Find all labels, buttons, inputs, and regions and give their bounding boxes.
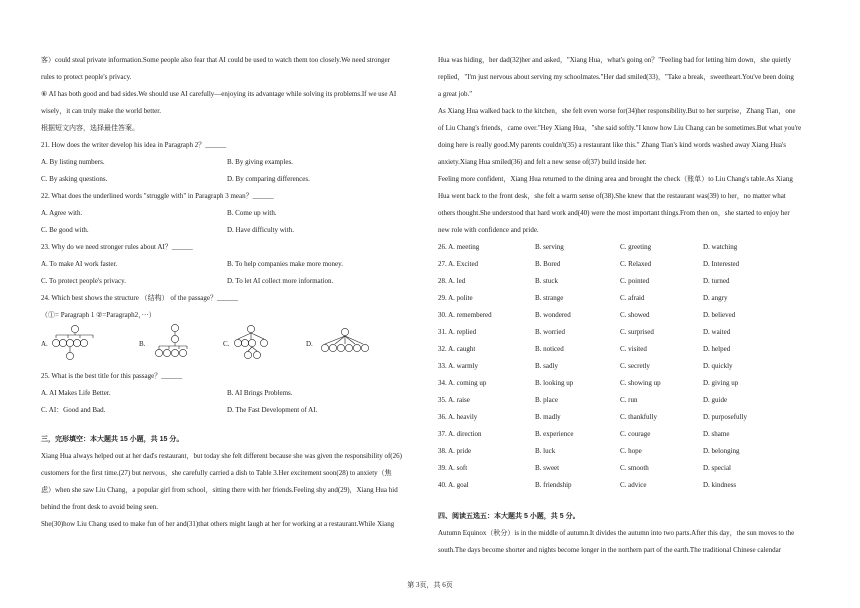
question-24-note: （①= Paragraph 1 ②=Paragraph2，···） — [41, 311, 156, 319]
option-cell: B. stuck — [535, 277, 558, 285]
options-row — [41, 256, 426, 273]
option-cell: D. angry — [703, 294, 728, 302]
option-cell: C. Relaxed — [620, 260, 652, 268]
option-c: C. By asking questions. — [41, 175, 108, 183]
option-cell: 34. A. coming up — [438, 379, 487, 387]
option-a-label: A. — [41, 340, 48, 348]
option-cell: B. luck — [535, 447, 556, 455]
question-25: 25. What is the best title for this passage？______ — [41, 372, 183, 380]
text-line: a great job." — [438, 90, 473, 98]
option-cell: B. experience — [535, 430, 574, 438]
option-cell: B. wondered — [535, 311, 571, 319]
option-cell: 26. A. meeting — [438, 243, 480, 251]
text-line: As Xiang Hua walked back to the kitchen，she felt even worse for(34)her responsibility.But to her surprise，Zhang Tian，one — [438, 107, 796, 115]
options-row — [41, 205, 426, 222]
question-23: 23. Why do we need stronger rules about AI？______ — [41, 243, 193, 251]
option-d: D. To let AI collect more information. — [227, 277, 334, 285]
structure-diagram-c — [230, 324, 280, 368]
option-c: C. Be good with. — [41, 226, 89, 234]
option-a: A. AI Makes Life Better. — [41, 389, 111, 397]
option-cell: D. Interested — [703, 260, 740, 268]
option-cell: C. courage — [620, 430, 651, 438]
options-row — [41, 154, 426, 171]
option-cell: 30. A. remembered — [438, 311, 492, 319]
option-cell: 39. A. soft — [438, 464, 468, 472]
option-cell: B. friendship — [535, 481, 572, 489]
option-c: C. AI：Good and Bad. — [41, 406, 106, 414]
text-line: Xiang Hua always helped out at her dad's restaurant，but today she felt different because she was given the responsibility of(26) — [41, 452, 402, 460]
options-row — [41, 402, 426, 419]
option-cell: 32. A. caught — [438, 345, 476, 353]
option-cell: C. smooth — [620, 464, 649, 472]
option-row-34 — [438, 375, 823, 392]
option-cell: B. sadly — [535, 362, 558, 370]
text-line: replied，"I'm just nervous about serving my schoolmates."Her dad smiled(33)，"Take a break，sweetheart.You've been doing — [438, 73, 794, 81]
option-cell: C. run — [620, 396, 638, 404]
option-b: B. By giving examples. — [227, 158, 293, 166]
option-cell: C. visited — [620, 345, 647, 353]
option-row-29 — [438, 290, 823, 307]
option-cell: B. place — [535, 396, 558, 404]
text-line: Hua was hiding，her dad(32)her and asked，"Xiang Hua，what's going on？"Feeling bad for letting him down，she quietly — [438, 56, 792, 64]
option-row-35 — [438, 392, 823, 409]
text-line: doing here is really good.My parents couldn't(35) a restaurant like this." Zhang Tian's kind words washed away Xiang Hua's — [438, 141, 787, 149]
option-cell: D. believed — [703, 311, 736, 319]
section-heading: 三，完形填空：本大题共 15 小题，共 15 分。 — [41, 436, 184, 443]
option-row-36 — [438, 409, 823, 426]
option-cell: B. strange — [535, 294, 564, 302]
option-cell: 37. A. direction — [438, 430, 482, 438]
option-row-26 — [438, 239, 823, 256]
option-b-label: B. — [139, 340, 146, 348]
option-cell: 35. A. raise — [438, 396, 470, 404]
text-line: anxiety.Xiang Hua smiled(36) and felt a new sense of(37) build inside her. — [438, 158, 647, 166]
text-line: others thought.She understood that hard work and(40) were the most important things.From then on，she started to enjoy her — [438, 209, 790, 217]
option-cell: B. serving — [535, 243, 564, 251]
option-cell: D. kindness — [703, 481, 737, 489]
option-a: A. By listing numbers. — [41, 158, 105, 166]
text-line: south.The days become shorter and nights become longer in the northern part of the earth.The traditional Chinese calendar — [438, 546, 782, 554]
option-cell: 33. A. warmly — [438, 362, 479, 370]
options-row — [41, 273, 426, 290]
option-row-28 — [438, 273, 823, 290]
option-d: D. Have difficulty with. — [227, 226, 294, 234]
option-cell: C. hope — [620, 447, 642, 455]
question-21: 21. How does the writer develop his idea in Paragraph 2？______ — [41, 141, 227, 149]
option-b: B. AI Brings Problems. — [227, 389, 293, 397]
option-row-32 — [438, 341, 823, 358]
structure-diagram-a — [50, 324, 100, 368]
options-row — [41, 222, 426, 239]
option-d-label: D. — [306, 340, 313, 348]
option-d: D. By comparing differences. — [227, 175, 310, 183]
option-row-38 — [438, 443, 823, 460]
option-b: B. Come up with. — [227, 209, 277, 217]
option-cell: 36. A. heavily — [438, 413, 478, 421]
option-cell: B. Bored — [535, 260, 561, 268]
option-cell: D. shame — [703, 430, 730, 438]
option-cell: 38. A. pride — [438, 447, 472, 455]
option-cell: C. surprised — [620, 328, 654, 336]
text-line: Feeling more confident，Xiang Hua returned to the dining area and brought the check（账单）to Liu Chang's table.As Xiang — [438, 175, 793, 183]
option-cell: C. advice — [620, 481, 647, 489]
option-cell: D. purposefully — [703, 413, 747, 421]
option-cell: D. giving up — [703, 379, 739, 387]
option-cell: C. showing up — [620, 379, 661, 387]
text-line: 客）could steal private information.Some people also fear that AI could be used to watch them too closely.We need stronger — [41, 56, 390, 64]
text-line: Autumn Equinox（秋分）is in the middle of autumn.It divides the autumn into two parts.After this day，the sun moves to the — [438, 529, 795, 537]
option-cell: 40. A. goal — [438, 481, 469, 489]
section-heading: 四、阅读五选五：本大题共 5 小题，共 5 分。 — [438, 513, 580, 520]
page-footer: 第 3页，共 6页 — [407, 581, 453, 589]
right-column — [438, 52, 823, 559]
options-row — [41, 385, 426, 402]
option-cell: C. thankfully — [620, 413, 657, 421]
option-cell: D. quickly — [703, 362, 733, 370]
options-row — [41, 171, 426, 188]
structure-diagram-d — [313, 324, 373, 368]
option-cell: C. afraid — [620, 294, 645, 302]
option-cell: B. madly — [535, 413, 561, 421]
option-a: A. To make AI work faster. — [41, 260, 118, 268]
instruction: 根据短文内容，选择最佳答案。 — [41, 124, 139, 132]
option-cell: D. waited — [703, 328, 731, 336]
option-cell: B. sweet — [535, 464, 560, 472]
structure-diagrams — [41, 324, 426, 368]
text-line: customers for the first time.(27) but nervous，she carefully carried a dish to Table 3.Her excitement soon(28) to anxiety（焦 — [41, 469, 392, 477]
option-cell: D. watching — [703, 243, 738, 251]
option-row-33 — [438, 358, 823, 375]
text-line: new role with confidence and pride. — [438, 226, 539, 234]
option-cell: 27. A. Excited — [438, 260, 479, 268]
option-cell: C. showed — [620, 311, 650, 319]
option-cell: D. helped — [703, 345, 731, 353]
option-cell: C. pointed — [620, 277, 650, 285]
option-cell: D. special — [703, 464, 731, 472]
option-cell: D. belonging — [703, 447, 740, 455]
text-line: She(30)how Liu Chang used to make fun of her and(31)that others might laugh at her for working at a restaurant.While Xiang — [41, 520, 395, 528]
text-line: 虑）when she saw Liu Chang，a popular girl from school，sitting there with her friends.Feeling shy and(29)，Xiang Hua hid — [41, 486, 398, 494]
option-row-40 — [438, 477, 823, 494]
option-b: B. To help companies make more money. — [227, 260, 343, 268]
option-cell: B. looking up — [535, 379, 574, 387]
option-d: D. The Fast Development of AI. — [227, 406, 318, 414]
option-cell: D. turned — [703, 277, 730, 285]
option-row-39 — [438, 460, 823, 477]
option-row-31 — [438, 324, 823, 341]
option-a: A. Agree with. — [41, 209, 83, 217]
text-line: ⑥ AI has both good and bad sides.We should use AI carefully—enjoying its advantage while solving its problems.If we use AI — [41, 90, 397, 98]
text-line: Hua went back to the front desk，she felt a warm sense of(38).She knew that the restaurant was(39) to her，no matter what — [438, 192, 786, 200]
text-line: of Liu Chang's friends，came over."Hey Xiang Hua，"she said softly."I know how Liu Chang can be sometimes.But what you're — [438, 124, 802, 132]
option-row-37 — [438, 426, 823, 443]
option-cell: 31. A. replied — [438, 328, 477, 336]
question-24: 24. Which best shows the structure （结构） of the passage？______ — [41, 294, 239, 302]
option-c: C. To protect people's privacy. — [41, 277, 126, 285]
question-22: 22. What does the underlined words "struggle with" in Paragraph 3 mean？______ — [41, 192, 274, 200]
option-cell: C. greeting — [620, 243, 652, 251]
option-cell: D. guide — [703, 396, 728, 404]
option-cell: C. secretly — [620, 362, 650, 370]
text-line: rules to protect people's privacy. — [41, 73, 132, 81]
option-cell: 29. A. polite — [438, 294, 473, 302]
option-cell: B. noticed — [535, 345, 564, 353]
option-row-30 — [438, 307, 823, 324]
left-column — [41, 52, 426, 533]
option-cell: 28. A. led — [438, 277, 466, 285]
option-row-27 — [438, 256, 823, 273]
text-line: wisely，it can truly make the world better. — [41, 107, 161, 115]
option-c-label: C. — [223, 340, 230, 348]
structure-diagram-b — [147, 324, 197, 368]
text-line: behind the front desk to avoid being seen. — [41, 503, 159, 511]
option-cell: B. worried — [535, 328, 565, 336]
